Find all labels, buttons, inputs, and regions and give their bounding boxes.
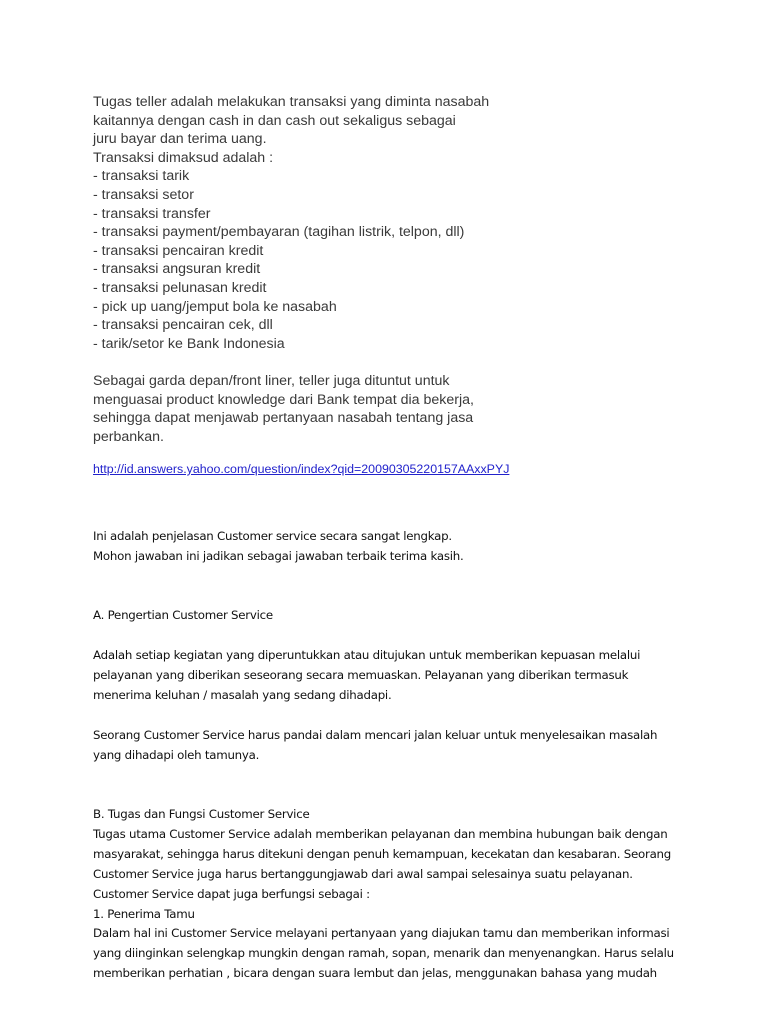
intro-line: Mohon jawaban ini jadikan sebagai jawaban terbaik terima kasih. xyxy=(93,548,464,563)
paragraph-line: Dalam hal ini Customer Service melayani pertanyaan yang diajukan tamu dan memberikan informasi xyxy=(93,926,670,941)
section-heading: B. Tugas dan Fungsi Customer Service xyxy=(93,807,310,821)
paragraph-line: menerima keluhan / masalah yang sedang dihadapi. xyxy=(93,687,392,702)
transaction-list-item: - transaksi pencairan kredit xyxy=(93,242,264,259)
transaction-list-item: - pick up uang/jemput bola ke nasabah xyxy=(93,298,337,315)
paragraph-line: yang diinginkan selengkap mungkin dengan ramah, sopan, menarik dan menyenangkan. Harus selalu xyxy=(93,946,674,961)
transaction-list-item: - transaksi setor xyxy=(93,186,194,203)
section-b xyxy=(93,805,713,984)
teller-line: juru bayar dan terima uang. xyxy=(93,131,267,148)
paragraph-line: Adalah setiap kegiatan yang diperuntukkan atau ditujukan untuk memberikan kepuasan melalui xyxy=(93,648,641,662)
teller-line: Transaksi dimaksud adalah : xyxy=(93,149,274,166)
paragraph-gap xyxy=(93,353,733,372)
teller-section xyxy=(93,93,733,446)
paragraph-line: yang dihadapi oleh tamunya. xyxy=(93,747,260,762)
teller-line: Tugas teller adalah melakukan transaksi yang diminta nasabah xyxy=(93,94,490,110)
paragraph-line: masyarakat, sehingga harus ditekuni dengan penuh kemampuan, kecekatan dan kesabaran. Seorang xyxy=(93,846,672,861)
paragraph-line: pelayanan yang diberikan seseorang secara memuaskan. Pelayanan yang diberikan termasuk xyxy=(93,667,629,682)
intro-line: Ini adalah penjelasan Customer service secara sangat lengkap. xyxy=(93,529,452,543)
transaction-list-item: - transaksi pelunasan kredit xyxy=(93,279,267,296)
teller-line: kaitannya dengan cash in dan cash out sekaligus sebagai xyxy=(93,112,456,129)
frontliner-line: sehingga dapat menjawab pertanyaan nasabah tentang jasa xyxy=(93,410,474,427)
transaction-list-item: - transaksi payment/pembayaran (tagihan listrik, telpon, dll) xyxy=(93,224,465,241)
paragraph-line: Seorang Customer Service harus pandai dalam mencari jalan keluar untuk menyelesaikan masalah xyxy=(93,728,658,742)
frontliner-line: Sebagai garda depan/front liner, teller juga dituntut untuk xyxy=(93,372,450,389)
section-a-heading xyxy=(93,606,713,626)
intro-paragraph xyxy=(93,527,713,567)
frontliner-line: menguasai product knowledge dari Bank tempat dia bekerja, xyxy=(93,391,474,408)
transaction-list-item: - transaksi transfer xyxy=(93,205,211,222)
transaction-list-item: - transaksi angsuran kredit xyxy=(93,261,261,278)
section-a-paragraph-1 xyxy=(93,646,713,706)
paragraph-line: Customer Service dapat juga berfungsi sebagai : xyxy=(93,886,370,901)
paragraph-line: Tugas utama Customer Service adalah memberikan pelayanan dan membina hubungan baik dengan xyxy=(93,826,668,841)
transaction-list-item: - transaksi tarik xyxy=(93,168,190,185)
paragraph-line: 1. Penerima Tamu xyxy=(93,906,195,921)
source-link[interactable]: http://id.answers.yahoo.com/question/index?qid=20090305220157AAxxPYJ xyxy=(93,462,510,476)
transaction-list-item: - transaksi pencairan cek, dll xyxy=(93,317,273,334)
section-heading: A. Pengertian Customer Service xyxy=(93,608,273,622)
frontliner-line: perbankan. xyxy=(93,428,164,445)
paragraph-line: Customer Service juga harus bertanggungjawab dari awal sampai selesainya suatu pelayanan. xyxy=(93,866,633,881)
section-a-paragraph-2 xyxy=(93,726,713,766)
paragraph-line: memberikan perhatian , bicara dengan suara lembut dan jelas, menggunakan bahasa yang mudah xyxy=(93,966,657,981)
transaction-list-item: - tarik/setor ke Bank Indonesia xyxy=(93,335,285,352)
